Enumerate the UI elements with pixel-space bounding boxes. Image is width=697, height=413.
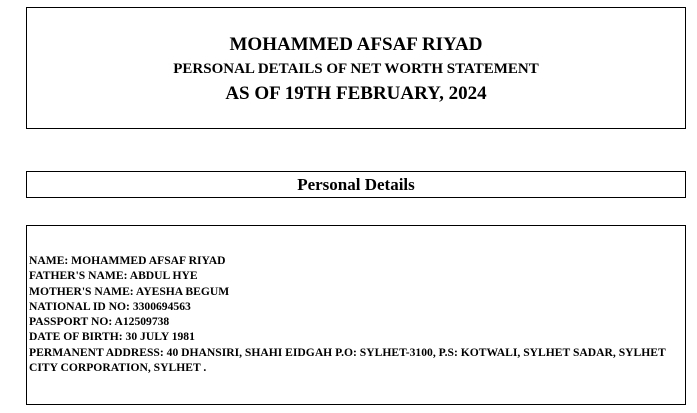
detail-mothers-name: MOTHER'S NAME: AYESHA BEGUM (29, 284, 230, 298)
statement-date: AS OF 19TH FEBRUARY, 2024 (225, 83, 487, 104)
section-title: Personal Details (297, 175, 415, 194)
detail-date-of-birth: DATE OF BIRTH: 30 JULY 1981 (29, 330, 195, 344)
personal-details-list (29, 253, 681, 375)
detail-passport-no: PASSPORT NO: A12509738 (29, 315, 170, 329)
owner-name-heading: MOHAMMED AFSAF RIYAD (229, 34, 483, 55)
section-title-box (26, 171, 686, 198)
statement-header (26, 7, 686, 129)
detail-fathers-name: FATHER'S NAME: ABDUL HYE (29, 269, 198, 283)
detail-name: NAME: MOHAMMED AFSAF RIYAD (29, 254, 226, 267)
statement-subtitle: PERSONAL DETAILS OF NET WORTH STATEMENT (173, 61, 539, 77)
detail-permanent-address: PERMANENT ADDRESS: 40 DHANSIRI, SHAHI EIDGAH P.O: SYLHET-3100, P.S: KOTWALI, SYLHET SADAR, SYLHET CITY CORPORATION, SYLHET . (29, 345, 666, 375)
personal-details-box (26, 225, 686, 405)
detail-national-id: NATIONAL ID NO: 3300694563 (29, 299, 191, 313)
